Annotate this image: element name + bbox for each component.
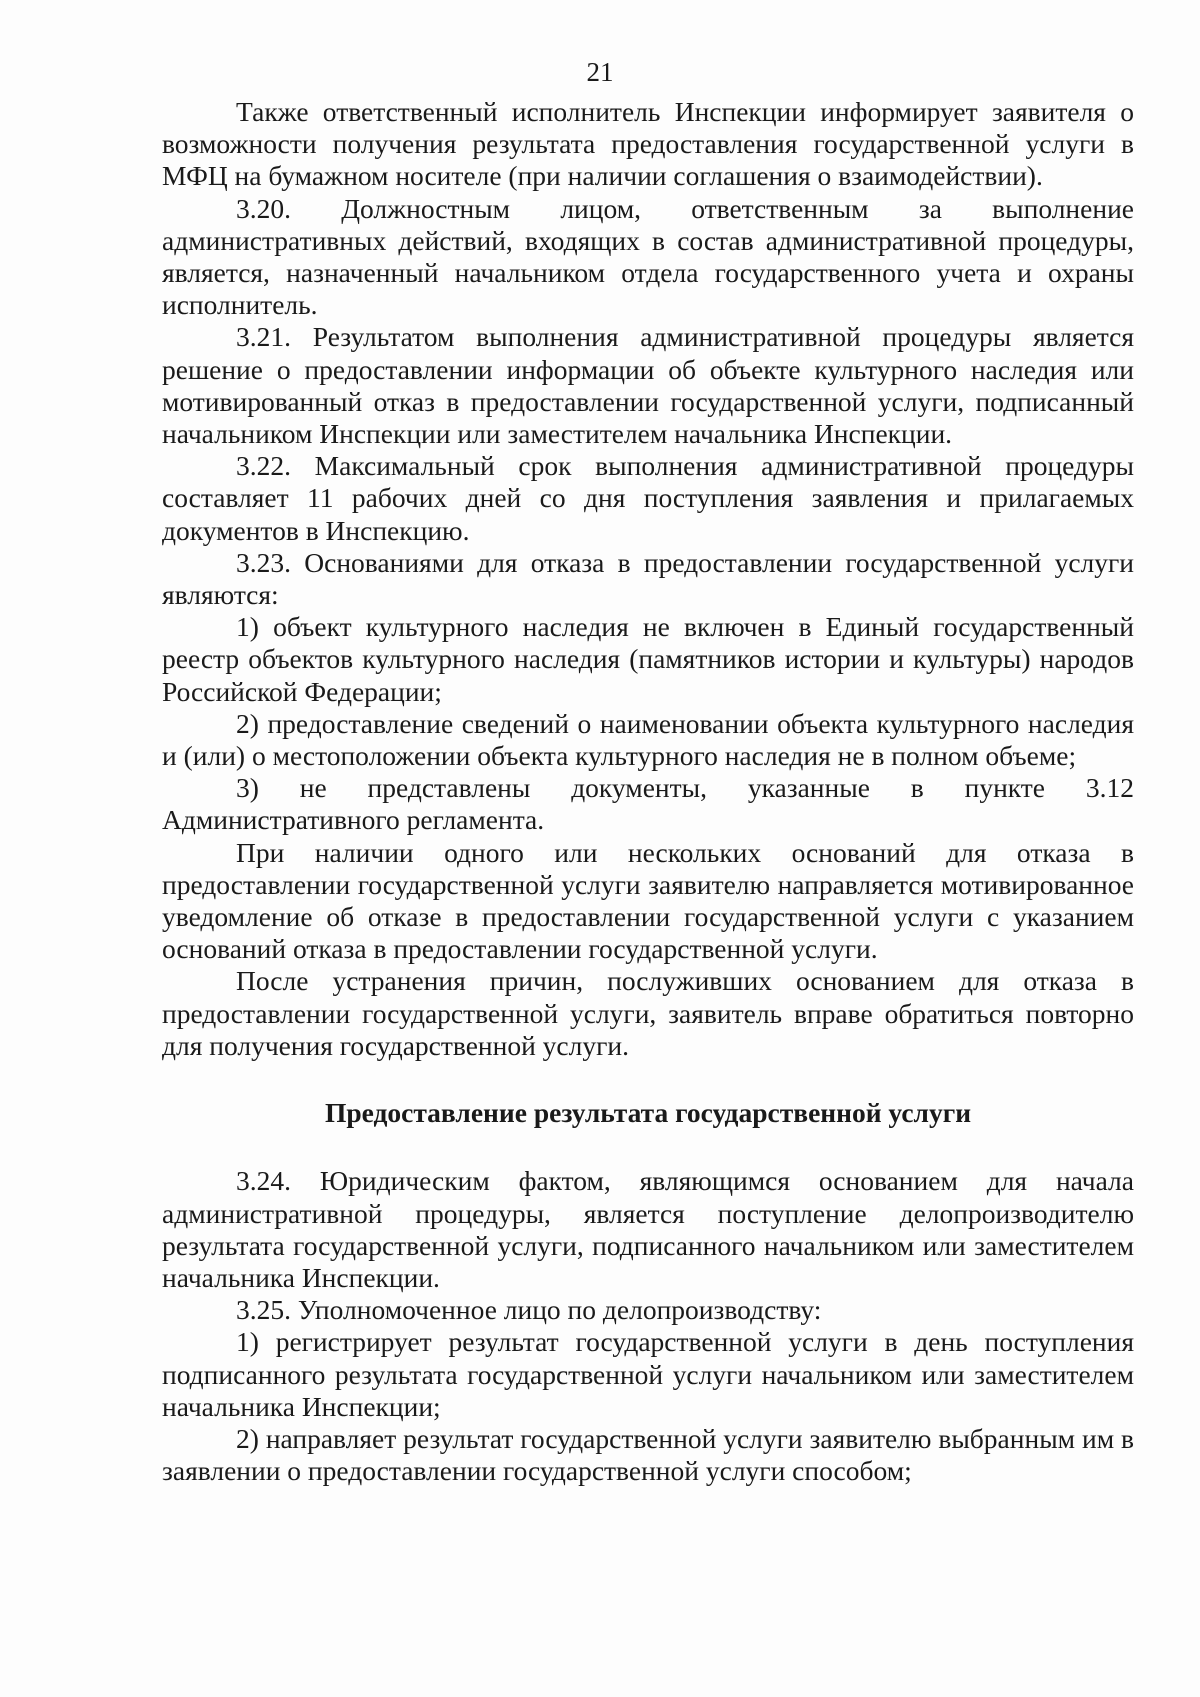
list-item-registration-1: 1) регистрирует результат государственной услуги в день поступления подписанного результата государственной услуги начальником или заместителем начальника Инспекции; bbox=[162, 1326, 1134, 1422]
paragraph-reapply: После устранения причин, послуживших основанием для отказа в предоставлении государственной услуги, заявитель вправе обратиться повторно для получения государственной услуги. bbox=[162, 965, 1134, 1061]
paragraph-3-22: 3.22. Максимальный срок выполнения административной процедуры составляет 11 рабочих дней со дня поступления заявления и прилагаемых документов в Инспекцию. bbox=[162, 450, 1134, 546]
paragraph-3-21: 3.21. Результатом выполнения административной процедуры является решение о предоставлении информации об объекте культурного наследия или мотивированный отказ в предоставлении государственной услуги, подписанный начальником Инспекции или заместителем начальника Инспекции. bbox=[162, 321, 1134, 450]
paragraph-3-23: 3.23. Основаниями для отказа в предоставлении государственной услуги являются: bbox=[162, 546, 1134, 611]
paragraph-3-25: 3.25. Уполномоченное лицо по делопроизводству: bbox=[236, 1294, 822, 1326]
page-number: 21 bbox=[586, 57, 614, 87]
list-item-registration-2: 2) направляет результат государственной услуги заявителю выбранным им в заявлении о предоставлении государственной услуги способом; bbox=[162, 1422, 1134, 1487]
paragraph-3-24: 3.24. Юридическим фактом, являющимся основанием для начала административной процедуры, является поступление делопроизводителю результата государственной услуги, подписанного начальником или заместителем начальника Инспекции. bbox=[162, 1165, 1134, 1293]
document-body bbox=[162, 96, 1134, 1487]
paragraph-informing-applicant: Также ответственный исполнитель Инспекции информирует заявителя о возможности получения результата предоставления государственной услуги в МФЦ на бумажном носителе (при наличии соглашения о взаимодействии). bbox=[162, 96, 1134, 192]
section-heading: Предоставление результата государственной услуги bbox=[324, 1097, 972, 1129]
paragraph-refusal-notice: При наличии одного или нескольких оснований для отказа в предоставлении государственной услуги заявителю направляется мотивированное уведомление об отказе в предоставлении государственной услуги с указанием оснований отказа в предоставлении государственной услуги. bbox=[162, 836, 1134, 965]
list-item-refusal-2: 2) предоставление сведений о наименовании объекта культурного наследия и (или) о местоположении объекта культурного наследия не в полном объеме; bbox=[162, 707, 1134, 772]
list-item-refusal-3: 3) не представлены документы, указанные в пункте 3.12 Административного регламента. bbox=[162, 772, 1134, 836]
paragraph-3-20: 3.20. Должностным лицом, ответственным за выполнение административных действий, входящих в состав административной процедуры, является, назначенный начальником отдела государственного учета и охраны исполнитель. bbox=[162, 192, 1134, 321]
list-item-refusal-1: 1) объект культурного наследия не включен в Единый государственный реестр объектов культурного наследия (памятников истории и культуры) народов Российской Федерации; bbox=[162, 611, 1134, 707]
